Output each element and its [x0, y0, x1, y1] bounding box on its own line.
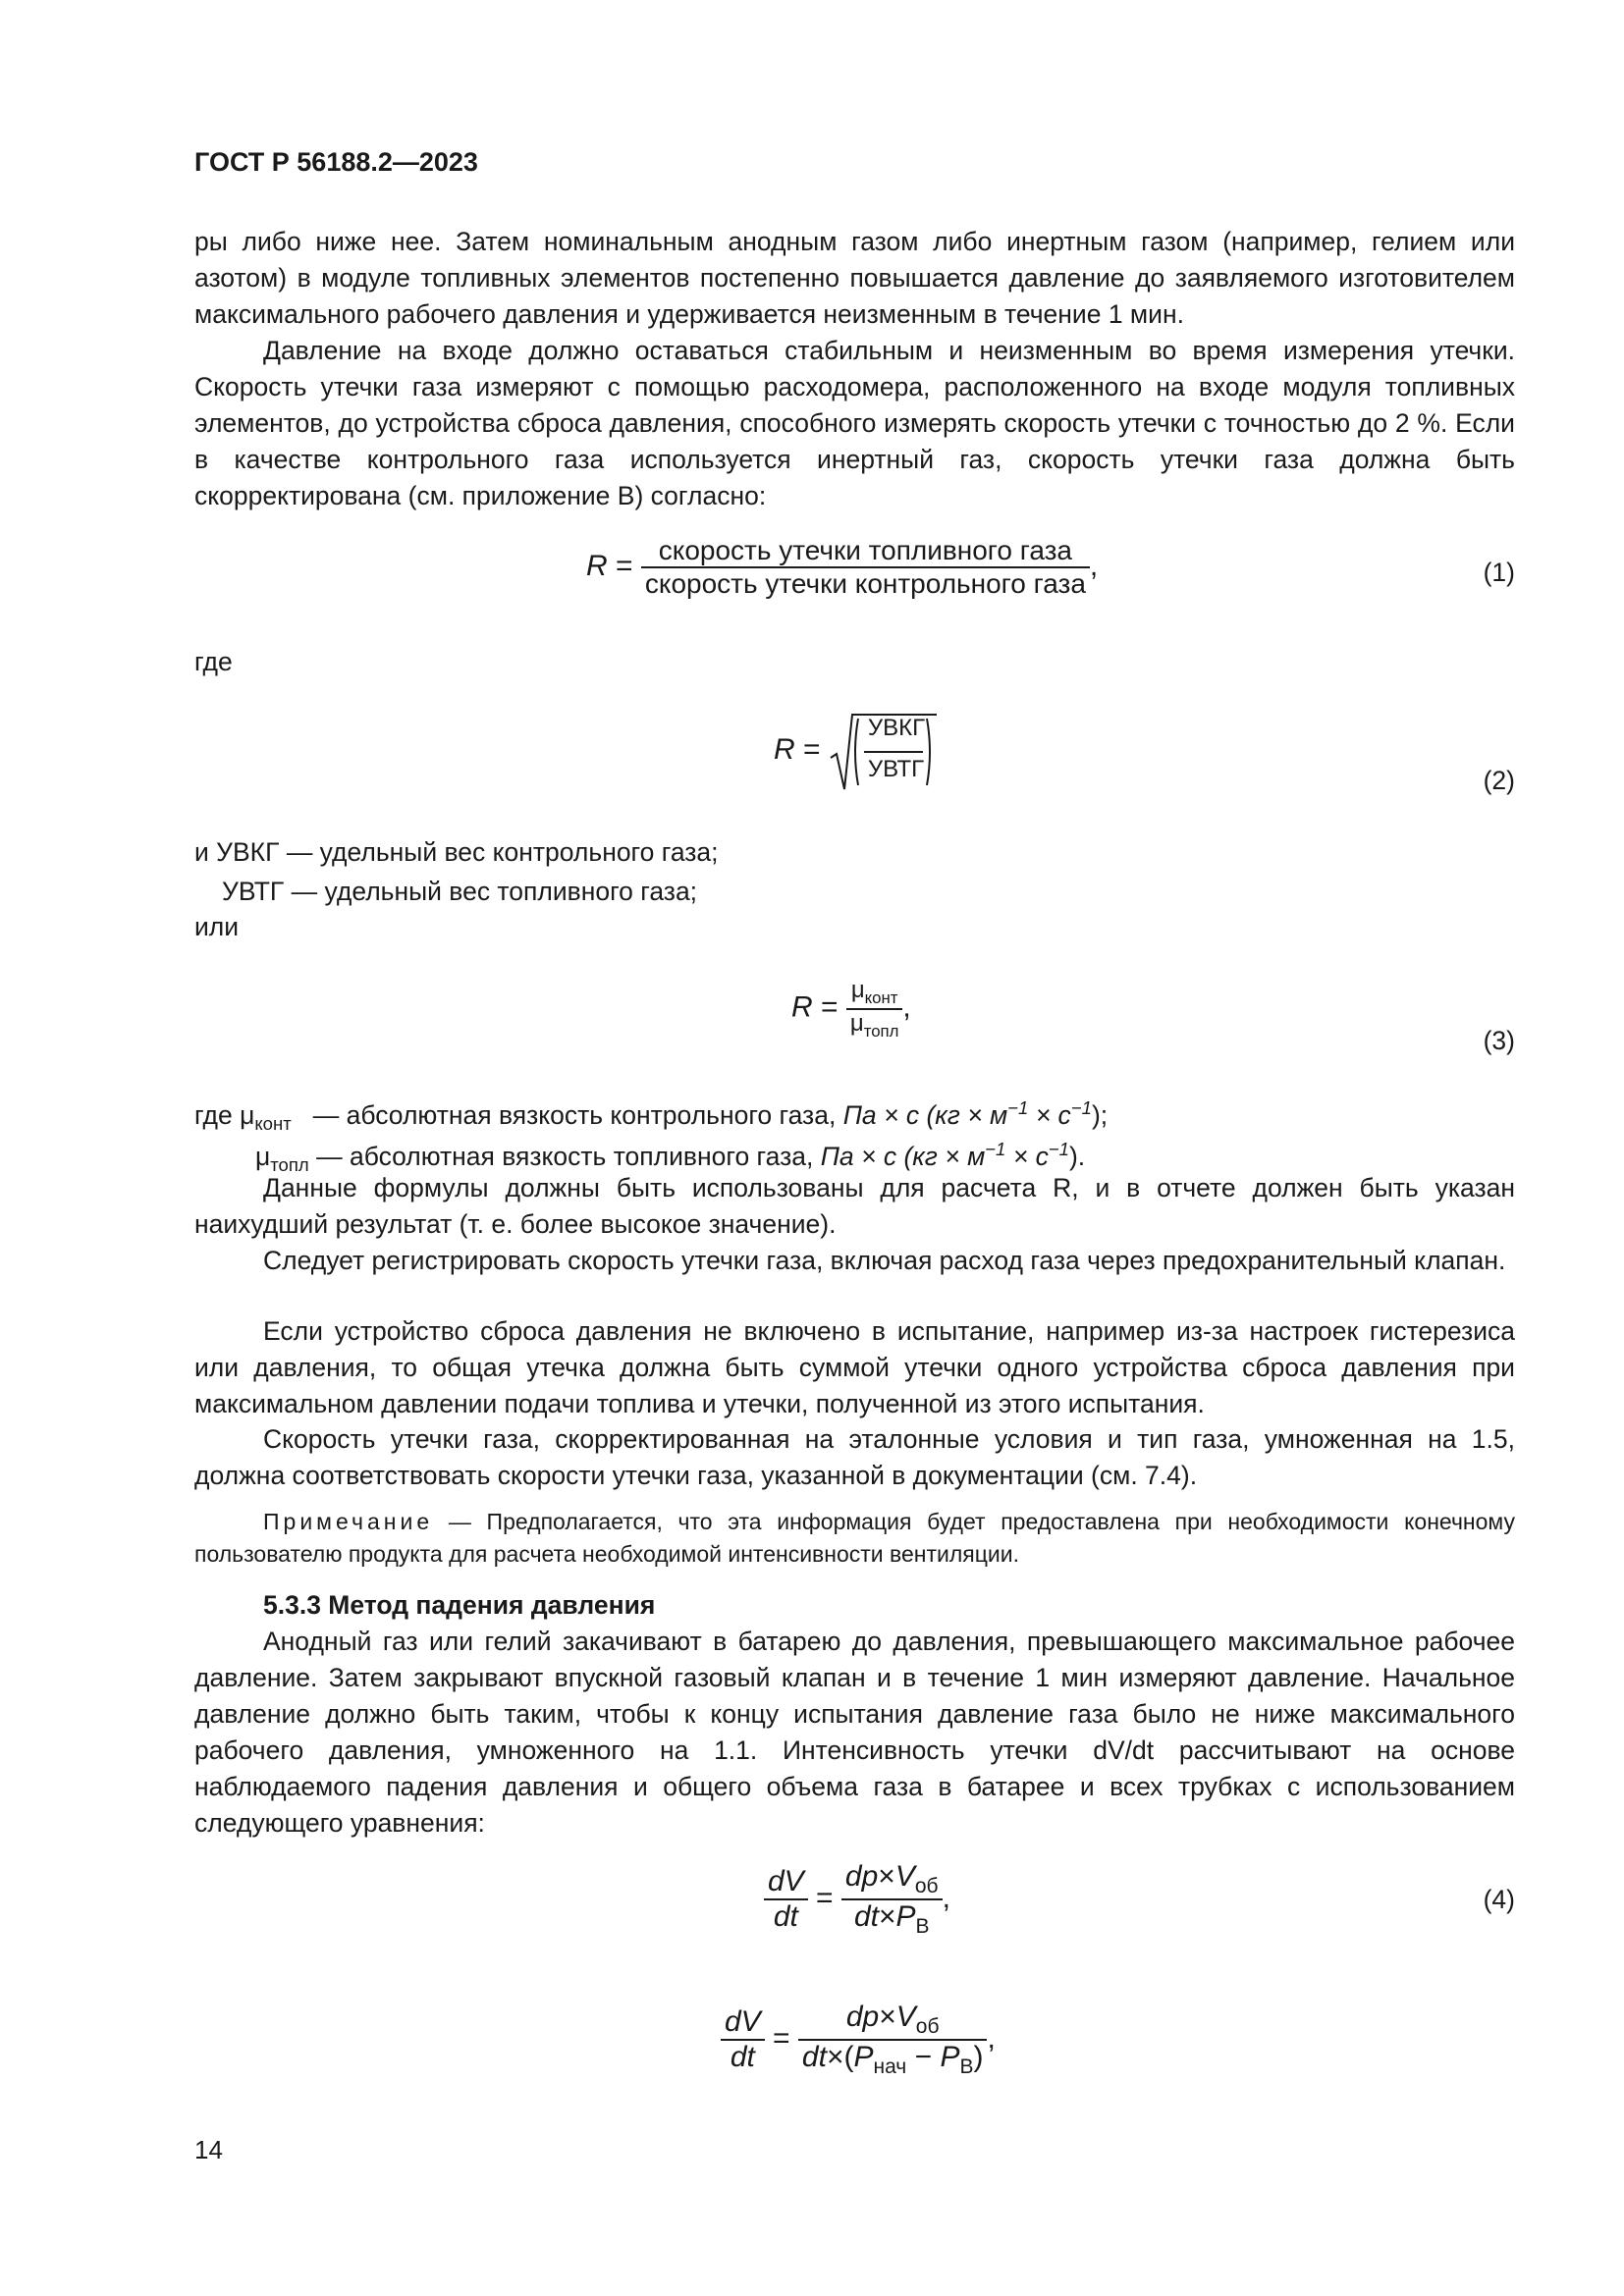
- document-header: ГОСТ Р 56188.2—2023: [194, 147, 478, 177]
- equation-2: R = УВКГ УВТГ: [774, 709, 939, 793]
- eq2-denominator: УВТГ: [867, 756, 925, 782]
- paragraph-3: Данные формулы должны быть использованы для расчета R, и в отчете должен быть указан наихудший результат (т. е. более высокое значение).: [194, 1173, 1515, 1239]
- paragraph-6: Скорость утечки газа, скорректированная на эталонные условия и тип газа, умноженная на 1.5, должна соответствовать скорости утечки газа, указанной в документации (см. 7.4).: [194, 1424, 1515, 1490]
- definition-mu-topl: $\mu_{топл}$ — абсолютная вязкость топливного газа, Па × с $(кг \times м^{-1} \times с^{-1})$.: [255, 1139, 1086, 1176]
- eq2-lhs: R: [774, 732, 795, 766]
- equation-3-number: (3): [1483, 1026, 1515, 1055]
- note-label: Примечание: [263, 1509, 434, 1534]
- mu-icon: μ: [849, 1009, 864, 1037]
- note-text: — Предполагается, что эта информация будет предоставлена при необходимости конечному пользователю продукта для расчета необходимой интенсивности вентиляции.: [194, 1509, 1515, 1567]
- definition-uvkg: и УВКГ — удельный вес контрольного газа;: [194, 837, 719, 867]
- equation-1: R = $\frac{\text{скорость утечки топливного газа}}{\text{скорость утечки контрольного газа}}$ ,: [586, 535, 1099, 599]
- definition-uvtg: УВТГ — удельный вес топливного газа;: [222, 877, 698, 906]
- square-root-icon: [829, 709, 939, 793]
- equation-3: R = $\frac{\mu_{конт}}{\mu_{топл}}$ ,: [791, 977, 911, 1041]
- paragraph-5: Если устройство сброса давления не включено в испытание, например из-за настроек гистерезиса или давления, то общая утечка должна быть суммой утечки одного устройства сброса давления при максимальном давлении подачи топлива и утечки, полученной из этого испытания.: [194, 1316, 1515, 1418]
- equation-1-number: (1): [1483, 558, 1515, 587]
- paragraph-1: ры либо ниже нее. Затем номинальным анодным газом либо инертным газом (например, гелием или азотом) в модуле топливных элементов постепенно повышается давление до заявляемого изготовителем максимального рабочего давления и удерживается неизменным в течение 1 мин.: [194, 227, 1515, 329]
- eq1-numerator: скорость утечки топливного газа: [641, 535, 1090, 568]
- or-label: или: [194, 912, 240, 941]
- equation-2-number: (2): [1483, 766, 1515, 795]
- paragraph-7: Анодный газ или гелий закачивают в батарею до давления, превышающего максимальное рабочее давление. Затем закрывают впускной газовый клапан и в течение 1 мин измеряют давление. Начальное давление должно быть таким, чтобы к концу испытания давление газа было не ниже максимального рабочего давления, умноженного на 1.1. Интенсивность утечки dV/dt рассчитывают на основе наблюдаемого падения давления и общего объема газа в батарее и всех трубках с использованием следующего уравнения:: [194, 1627, 1515, 1838]
- eq1-denominator: скорость утечки контрольного газа: [644, 568, 1086, 599]
- page-number: 14: [194, 2135, 223, 2164]
- eq1-lhs: R: [586, 549, 608, 582]
- paragraph-2: Давление на входе должно оставаться стабильным и неизменным во время измерения утечки. Скорость утечки газа измеряют с помощью расходомера, расположенного на входе модуля топливных элементов, до устройства сброса давления, способного измерять скорость утечки с точностью до 2 %. Если в качестве контрольного газа используется инертный газ, скорость утечки газа должна быть скорректирована (см. приложение В) согласно:: [194, 336, 1515, 510]
- where-label-1: где: [194, 647, 233, 676]
- mu-icon: μ: [850, 977, 865, 1003]
- eq3-den-sub: топл: [863, 1021, 899, 1041]
- paragraph-4: Следует регистрировать скорость утечки газа, включая расход газа через предохранительный клапан.: [263, 1246, 1506, 1275]
- section-title: 5.3.3 Метод падения давления: [263, 1590, 656, 1620]
- eq2-numerator: УВКГ: [867, 715, 926, 741]
- equation-4-number: (4): [1483, 1885, 1515, 1914]
- definition-mu-kont: где $\mu_{конт}$ — абсолютная вязкость контрольного газа, Па × с $(кг \times м^{-1} \times с^{-1})$;: [194, 1097, 1109, 1135]
- note: [194, 1506, 1515, 1571]
- equation-4: $\frac{dV}{dt}$ = $\frac{dp\times V_{об}}{dt\times P_В}$ ,: [764, 1860, 950, 1939]
- eq3-lhs: R: [791, 990, 813, 1024]
- eq3-num-sub: конт: [864, 988, 898, 1007]
- equation-5: $\frac{dV}{dt}$ = $\frac{dp\times V_{об}}{dt\times(P_{нач} - P_В)}$ ,: [721, 2001, 996, 2079]
